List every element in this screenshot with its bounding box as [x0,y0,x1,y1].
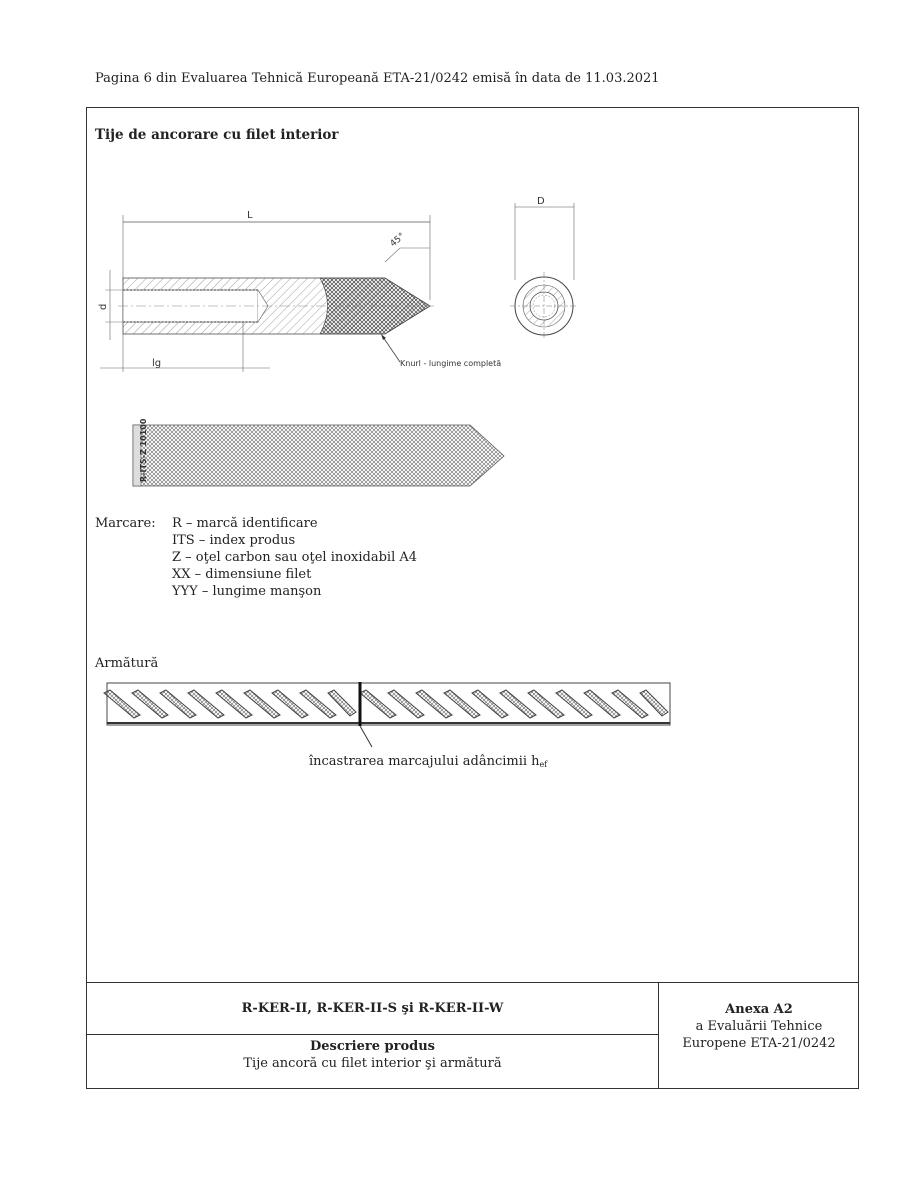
marking-list [172,515,532,600]
marking-item: YYY – lungime manşon [172,584,322,599]
rod-marking-illustration [133,418,504,486]
rebar-caption-text: încastrarea marcajului adâncimii h [309,754,540,769]
marking-item: ITS – index produs [172,533,296,548]
footer-top-line [86,982,859,983]
footer-desc-title: Descriere produs [310,1039,435,1054]
dim-d-label: d [98,303,109,310]
rebar-illustration [104,682,670,747]
marking-label: Marcare: [95,516,156,531]
dimension-d [98,270,123,340]
rod-end-view [510,196,578,340]
footer-annex-line2: Europene ETA-21/0242 [682,1036,836,1051]
marking-item: XX – dimensiune filet [172,567,312,582]
footer-annex [660,1001,858,1052]
rebar-label: Armătură [95,656,159,671]
footer-annex-line1: a Evaluării Tehnice [695,1019,823,1034]
dim-lg-label: lg [152,358,162,369]
section-title: Tije de ancorare cu filet interior [95,127,339,143]
dim-angle-label: 45° [388,231,408,250]
page-header: Pagina 6 din Evaluarea Tehnică Europeană ETA-21/0242 emisă în data de 11.03.2021 [95,71,660,86]
footer-annex-title: Anexa A2 [725,1002,793,1017]
dim-L-label: L [247,210,253,221]
footer-desc-text: Tije ancoră cu filet interior şi armătură [243,1056,502,1071]
footer-middle-line [86,1034,658,1035]
rod-section [118,278,435,334]
knurl-leader [381,334,501,368]
marking-item: Z – oţel carbon sau oţel inoxidabil A4 [172,550,418,565]
dimension-angle [385,231,430,262]
footer-description [88,1038,657,1072]
marking-item: R – marcă identificare [172,516,318,531]
footer-vertical-divider [658,982,659,1089]
footer-product: R-KER-II, R-KER-II-S şi R-KER-II-W [241,1001,504,1016]
rod-marking-text: R-ITS-Z 10100 [139,418,148,482]
dim-D-label: D [537,196,545,207]
knurl-note: Knurl - lungime completă [400,359,502,368]
rebar-caption [309,754,547,769]
rebar-caption-sub: ef [539,760,548,769]
